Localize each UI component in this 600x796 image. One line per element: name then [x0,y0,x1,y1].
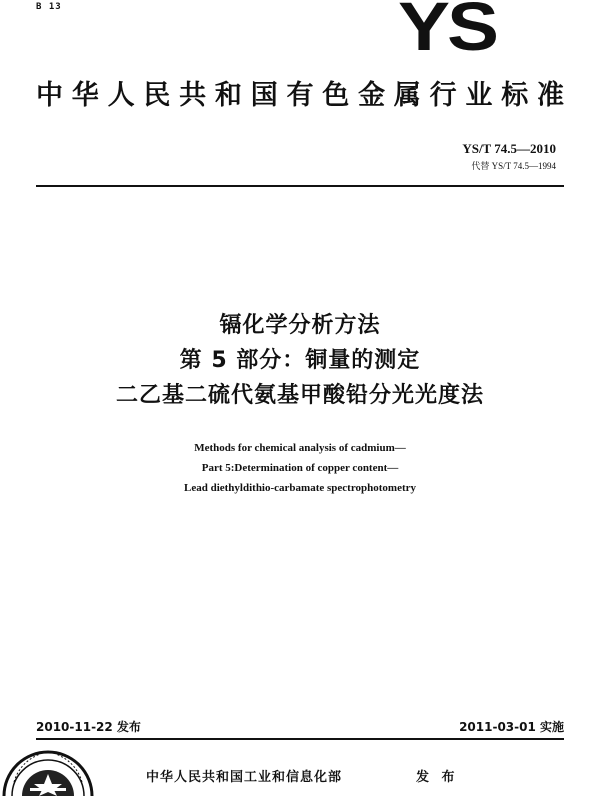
standard-number: YS/T 74.5—2010 [462,141,556,156]
title-en-line-3: Lead diethyldithio-carbamate spectrophotometry [184,482,416,494]
ministry-seal-icon [0,742,96,796]
title-zh-line-1: 镉化学分析方法 [219,313,381,338]
title-en-line-2: Part 5:Determination of copper content— [201,462,399,474]
issue-date: 2010-11-22 发布 [36,720,141,734]
implementation-date: 2011-03-01 实施 [459,720,564,734]
replaces-standard: 代替 YS/T 74.5—1994 [471,161,556,171]
publisher-name: 中华人民共和国工业和信息化部 [146,770,343,785]
footer-rule [36,738,564,740]
ys-logo: YS [398,0,497,66]
publish-label: 发 布 [416,770,459,785]
standard-category-title: 中华人民共和国有色金属行业标准 [36,80,566,111]
title-zh-line-3: 二乙基二硫代氨基甲酸铅分光光度法 [115,383,484,408]
ics-code: B 13 [36,2,62,12]
header-rule [36,185,564,187]
title-en-line-1: Methods for chemical analysis of cadmium— [194,442,406,454]
title-zh-line-2: 第 5 部分：铜量的测定 [179,348,421,373]
